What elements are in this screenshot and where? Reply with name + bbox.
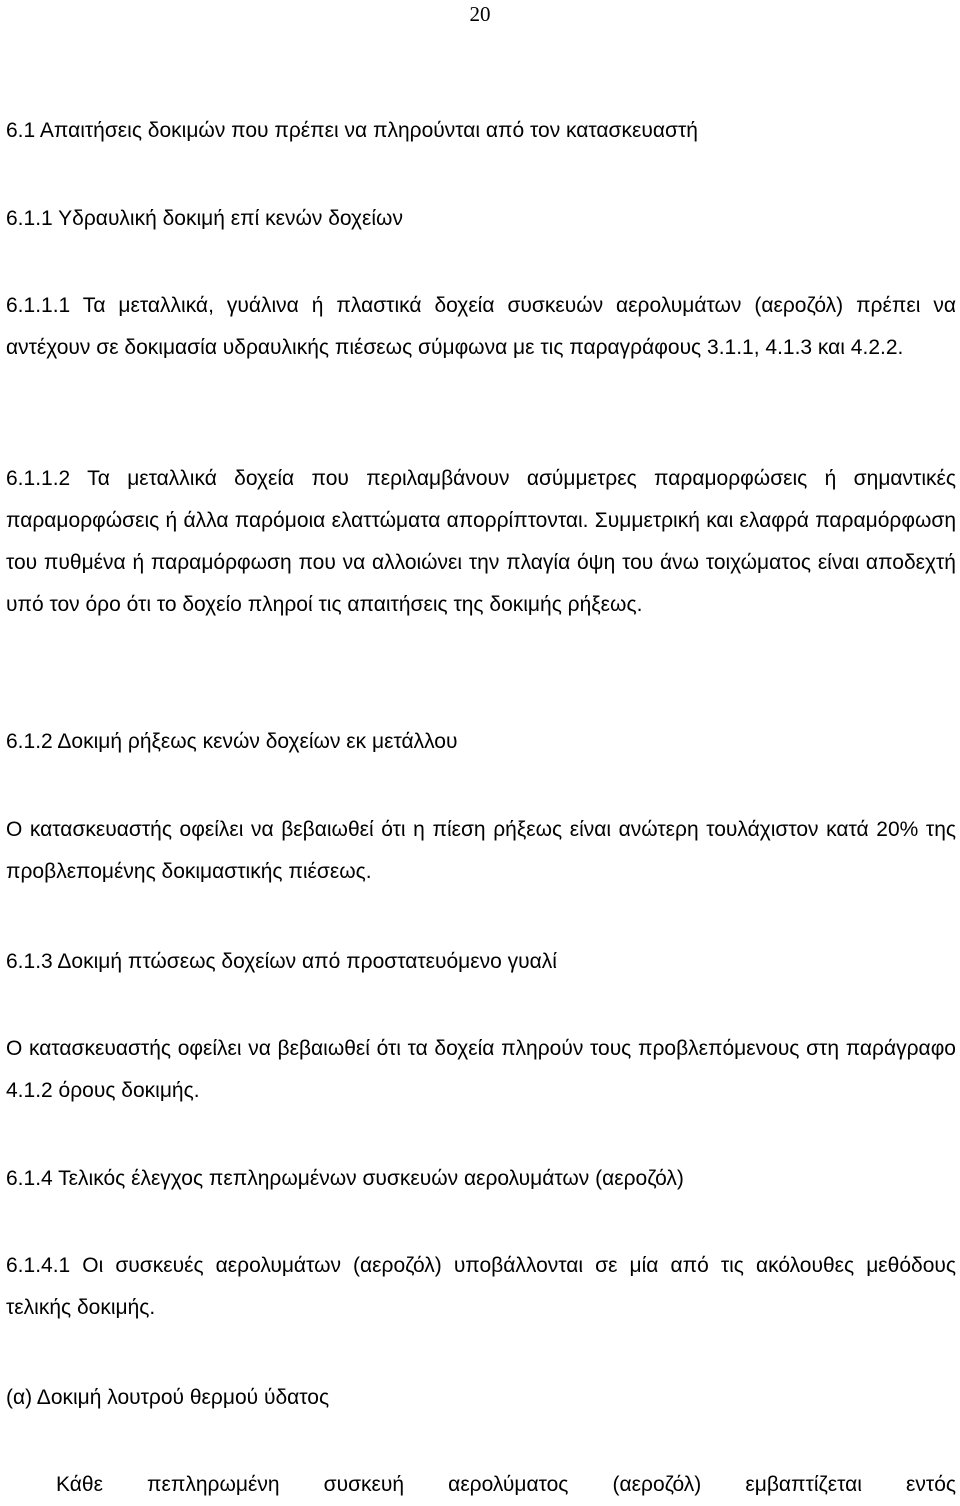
item-a-heading: (α) Δοκιμή λουτρού θερμού ύδατος (6, 1386, 330, 1409)
paragraph-6-1-3: Ο κατασκευαστής οφείλει να βεβαιωθεί ότι τα δοχεία πληρούν τους προβλεπόμενους στη παράγραφο 4.1.2 όρους δοκιμής. (6, 1037, 956, 1102)
item-a-text: Κάθε πεπληρωμένη συσκευή αερολύματος (αεροζόλ) εμβαπτίζεται εντός (56, 1473, 956, 1496)
heading-6-1-3: 6.1.3 Δοκιμή πτώσεως δοχείων από προστατευόμενο γυαλί (6, 950, 557, 973)
paragraph-6-1-1-2: 6.1.1.2 Τα μεταλλικά δοχεία που περιλαμβάνουν ασύμμετρες παραμορφώσεις ή σημαντικές παραμορφώσεις ή άλλα παρόμοια ελαττώματα απορρίπτονται. Συμμετρική και ελαφρά παραμόρφωση του πυθμένα ή παραμόρφωση που να αλλοιώνει την πλαγία όψη του άνω τοιχώματος είναι αποδεχτή υπό τον όρο ότι το δοχείο πληροί τις απαιτήσεις της δοκιμής ρήξεως. (6, 467, 956, 616)
paragraph-6-1-4-1: 6.1.4.1 Οι συσκευές αερολυμάτων (αεροζόλ) υποβάλλονται σε μία από τις ακόλουθες μεθόδους τελικής δοκιμής. (6, 1254, 956, 1319)
heading-6-1-2: 6.1.2 Δοκιμή ρήξεως κενών δοχείων εκ μετάλλου (6, 730, 458, 753)
page-number: 20 (469, 2, 491, 26)
heading-6-1: 6.1 Απαιτήσεις δοκιμών που πρέπει να πληρούνται από τον κατασκευαστή (6, 119, 698, 142)
paragraph-6-1-2: Ο κατασκευαστής οφείλει να βεβαιωθεί ότι η πίεση ρήξεως είναι ανώτερη τουλάχιστον κατά 20% της προβλεπομένης δοκιμαστικής πιέσεως. (6, 818, 956, 883)
heading-6-1-1: 6.1.1 Υδραυλική δοκιμή επί κενών δοχείων (6, 207, 403, 230)
paragraph-6-1-1-1: 6.1.1.1 Τα μεταλλικά, γυάλινα ή πλαστικά δοχεία συσκευών αερολυμάτων (αεροζόλ) πρέπει να αντέχουν σε δοκιμασία υδραυλικής πιέσεως σύμφωνα με τις παραγράφους 3.1.1, 4.1.3 και 4.2.2. (6, 294, 956, 359)
heading-6-1-4: 6.1.4 Τελικός έλεγχος πεπληρωμένων συσκευών αερολυμάτων (αεροζόλ) (6, 1167, 684, 1190)
